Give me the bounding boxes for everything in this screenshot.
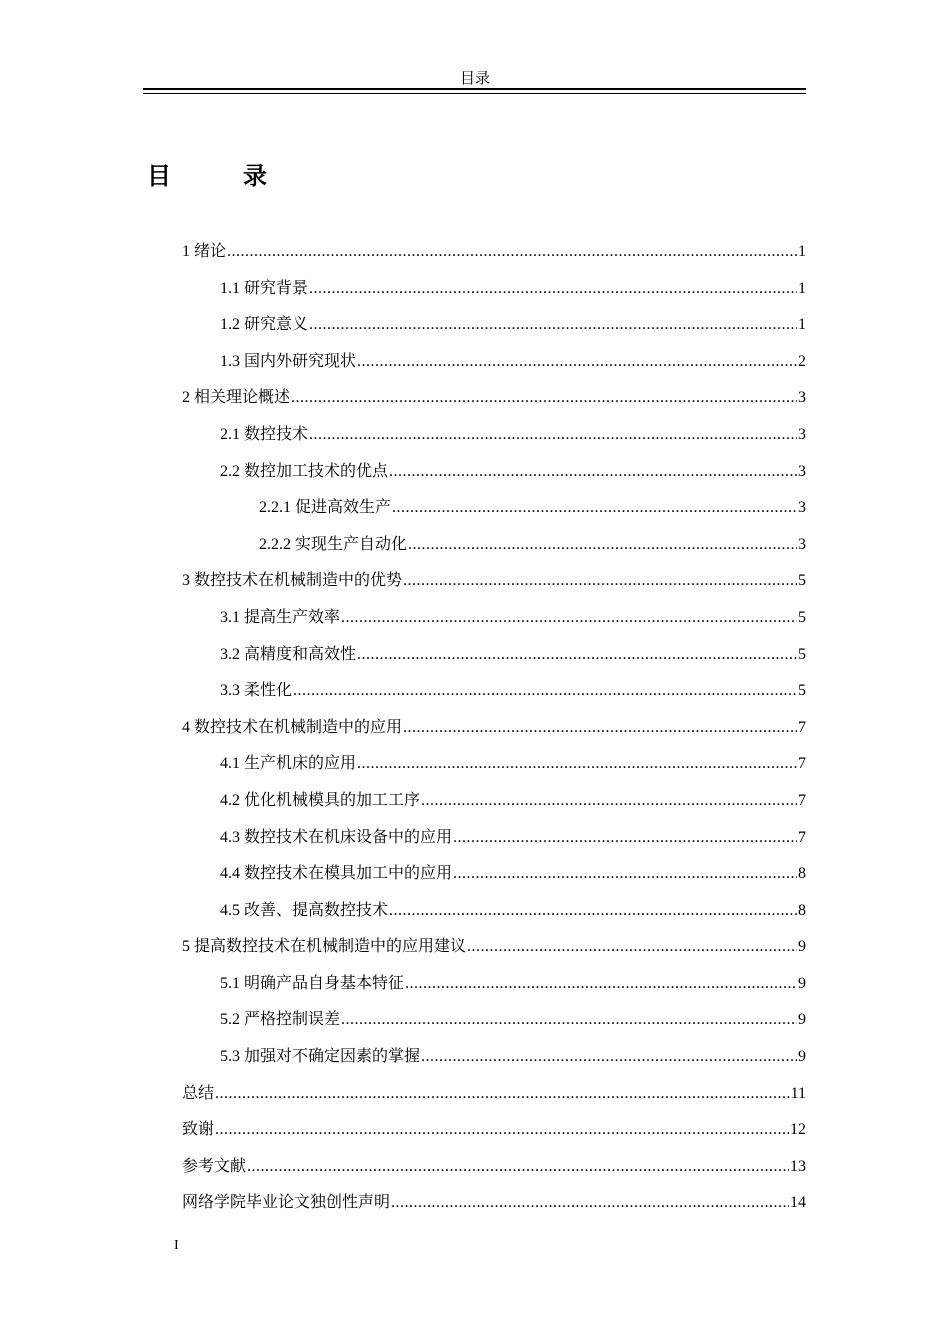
toc-entry-title: 提高数控技术在机械制造中的应用建议 bbox=[194, 936, 467, 956]
toc-entry-number: 4.2 bbox=[220, 791, 240, 809]
toc-entry-number: 5.2 bbox=[220, 1011, 240, 1029]
toc-entry-page: 3 bbox=[798, 389, 806, 407]
toc-entry-title: 改善、提高数控技术 bbox=[244, 899, 389, 919]
toc-entry[interactable] bbox=[182, 233, 806, 270]
toc-entry-number: 1.2 bbox=[220, 316, 240, 334]
toc-entry-number: 5.3 bbox=[220, 1048, 240, 1066]
toc-entry-title: 绪论 bbox=[194, 241, 227, 260]
toc-dot-leader bbox=[403, 563, 797, 600]
toc-entry-page: 9 bbox=[798, 1011, 806, 1029]
toc-entry-page: 7 bbox=[798, 718, 806, 736]
toc-entry-title: 生产机床的应用 bbox=[244, 753, 357, 773]
toc-dot-leader bbox=[403, 710, 797, 747]
toc-dot-leader bbox=[291, 380, 797, 417]
toc-entry-page: 5 bbox=[798, 572, 806, 590]
toc-entry-number: 1 bbox=[182, 243, 190, 260]
toc-entry-page: 3 bbox=[798, 462, 806, 480]
toc-entry-title: 明确产品自身基本特征 bbox=[244, 972, 405, 992]
toc-entry-page: 2 bbox=[798, 352, 806, 370]
toc-entry-number: 4.5 bbox=[220, 901, 240, 919]
toc-entry[interactable] bbox=[182, 1148, 806, 1185]
toc-entry-title: 数控技术 bbox=[244, 423, 309, 443]
toc-dot-leader bbox=[309, 417, 797, 454]
toc-dot-leader bbox=[309, 307, 797, 344]
toc-entry[interactable] bbox=[182, 1075, 806, 1112]
toc-entry[interactable] bbox=[182, 453, 806, 490]
toc-entry-page: 7 bbox=[798, 791, 806, 809]
toc-dot-leader bbox=[392, 490, 797, 527]
toc-entry-number: 1.3 bbox=[220, 352, 240, 370]
toc-entry-number: 1.1 bbox=[220, 279, 240, 297]
toc-entry[interactable] bbox=[182, 672, 806, 709]
toc-dot-leader bbox=[421, 783, 797, 820]
toc-entry-number: 4 bbox=[182, 718, 190, 736]
toc-entry-page: 5 bbox=[798, 608, 806, 626]
toc-dot-leader bbox=[309, 271, 797, 308]
toc-entry-page: 9 bbox=[798, 974, 806, 992]
toc-entry-page: 3 bbox=[798, 535, 806, 553]
toc-dot-leader bbox=[453, 856, 797, 893]
toc-entry-title: 研究意义 bbox=[244, 314, 309, 334]
toc-entry-page: 8 bbox=[798, 901, 806, 919]
toc-dot-leader bbox=[391, 1185, 789, 1222]
toc-entry[interactable] bbox=[182, 855, 806, 892]
toc-entry[interactable] bbox=[182, 416, 806, 453]
toc-entry[interactable] bbox=[182, 526, 806, 563]
toc-entry-number: 2.2 bbox=[220, 462, 240, 480]
toc-entry-title: 致谢 bbox=[182, 1119, 215, 1139]
toc-entry[interactable] bbox=[182, 892, 806, 929]
toc-entry-number: 3 bbox=[182, 572, 190, 590]
toc-entry[interactable] bbox=[182, 709, 806, 746]
toc-entry-number: 2.2.2 bbox=[259, 535, 291, 553]
toc-entry[interactable] bbox=[182, 636, 806, 673]
toc-entry-title: 严格控制误差 bbox=[244, 1009, 341, 1029]
table-of-contents bbox=[182, 233, 806, 1221]
toc-entry-title: 实现生产自动化 bbox=[295, 533, 408, 553]
toc-entry-title: 总结 bbox=[182, 1082, 215, 1102]
toc-entry-number: 2.2.1 bbox=[259, 499, 291, 517]
toc-dot-leader bbox=[405, 966, 797, 1003]
toc-entry-page: 7 bbox=[798, 828, 806, 846]
toc-dot-leader bbox=[341, 1002, 797, 1039]
toc-dot-leader bbox=[357, 746, 797, 783]
toc-entry-page: 13 bbox=[790, 1157, 806, 1175]
toc-entry-number: 3.2 bbox=[220, 645, 240, 663]
toc-dot-leader bbox=[389, 893, 797, 930]
toc-dot-leader bbox=[453, 820, 797, 857]
toc-dot-leader bbox=[357, 637, 797, 674]
toc-entry-title: 参考文献 bbox=[182, 1155, 247, 1175]
page-title: 目 录 bbox=[147, 162, 291, 190]
toc-entry-page: 7 bbox=[798, 755, 806, 773]
toc-entry-title: 加强对不确定因素的掌握 bbox=[244, 1046, 421, 1066]
toc-entry-title: 柔性化 bbox=[244, 680, 293, 700]
toc-entry[interactable] bbox=[182, 562, 806, 599]
toc-entry[interactable] bbox=[182, 379, 806, 416]
footer-page-number: I bbox=[174, 1238, 179, 1253]
toc-entry-page: 1 bbox=[798, 243, 806, 260]
toc-entry[interactable] bbox=[182, 306, 806, 343]
toc-entry[interactable] bbox=[182, 928, 806, 965]
toc-entry-number: 2.1 bbox=[220, 425, 240, 443]
toc-entry-page: 5 bbox=[798, 682, 806, 700]
toc-entry-page: 14 bbox=[790, 1194, 806, 1212]
toc-entry-title: 数控技术在机械制造中的优势 bbox=[194, 570, 403, 590]
toc-entry-page: 1 bbox=[798, 316, 806, 334]
toc-entry[interactable] bbox=[182, 270, 806, 307]
toc-entry[interactable] bbox=[182, 343, 806, 380]
toc-entry-number: 3.3 bbox=[220, 682, 240, 700]
toc-entry[interactable] bbox=[182, 819, 806, 856]
toc-entry[interactable] bbox=[182, 1184, 806, 1221]
toc-entry-title: 研究背景 bbox=[244, 277, 309, 297]
toc-entry-title: 数控加工技术的优点 bbox=[244, 460, 389, 480]
toc-entry[interactable] bbox=[182, 1038, 806, 1075]
toc-entry-title: 数控技术在机械制造中的应用 bbox=[194, 716, 403, 736]
header-double-rule bbox=[143, 88, 806, 94]
toc-entry-title: 促进高效生产 bbox=[295, 497, 392, 517]
toc-entry-number: 4.1 bbox=[220, 755, 240, 773]
toc-entry[interactable] bbox=[182, 965, 806, 1002]
toc-dot-leader bbox=[467, 929, 797, 966]
toc-entry-title: 优化机械模具的加工工序 bbox=[244, 789, 421, 809]
toc-entry-title: 国内外研究现状 bbox=[244, 350, 357, 370]
toc-entry-page: 11 bbox=[790, 1084, 806, 1102]
toc-entry-title: 提高生产效率 bbox=[244, 606, 341, 626]
toc-entry[interactable] bbox=[182, 489, 806, 526]
toc-dot-leader bbox=[389, 454, 797, 491]
toc-entry-number: 4.3 bbox=[220, 828, 240, 846]
toc-dot-leader bbox=[408, 527, 797, 564]
toc-dot-leader bbox=[215, 1112, 789, 1149]
toc-entry-page: 5 bbox=[798, 645, 806, 663]
toc-entry-page: 9 bbox=[798, 1048, 806, 1066]
toc-dot-leader bbox=[341, 600, 797, 637]
toc-dot-leader bbox=[293, 673, 797, 710]
toc-entry-page: 8 bbox=[798, 865, 806, 883]
toc-entry-title: 数控技术在模具加工中的应用 bbox=[244, 863, 453, 883]
toc-entry-title: 高精度和高效性 bbox=[244, 643, 357, 663]
toc-entry-title: 相关理论概述 bbox=[194, 387, 291, 407]
toc-dot-leader bbox=[247, 1149, 789, 1186]
toc-entry-page: 9 bbox=[798, 938, 806, 956]
toc-entry[interactable] bbox=[182, 599, 806, 636]
toc-entry-page: 1 bbox=[798, 279, 806, 297]
toc-entry[interactable] bbox=[182, 782, 806, 819]
toc-entry-number: 2 bbox=[182, 389, 190, 407]
toc-entry-page: 12 bbox=[790, 1121, 806, 1139]
toc-dot-leader bbox=[421, 1039, 797, 1076]
toc-entry-number: 3.1 bbox=[220, 608, 240, 626]
toc-dot-leader bbox=[227, 234, 797, 271]
toc-dot-leader bbox=[357, 344, 797, 381]
toc-dot-leader bbox=[215, 1076, 790, 1113]
toc-entry-title: 数控技术在机床设备中的应用 bbox=[244, 826, 453, 846]
toc-entry[interactable] bbox=[182, 1001, 806, 1038]
toc-entry-number: 4.4 bbox=[220, 865, 240, 883]
running-header-title: 目录 bbox=[459, 69, 490, 87]
toc-entry[interactable] bbox=[182, 745, 806, 782]
toc-entry[interactable] bbox=[182, 1111, 806, 1148]
toc-entry-number: 5.1 bbox=[220, 974, 240, 992]
toc-entry-number: 5 bbox=[182, 938, 190, 956]
toc-entry-page: 3 bbox=[798, 425, 806, 443]
toc-entry-title: 网络学院毕业论文独创性声明 bbox=[182, 1192, 391, 1212]
toc-entry-page: 3 bbox=[798, 499, 806, 517]
